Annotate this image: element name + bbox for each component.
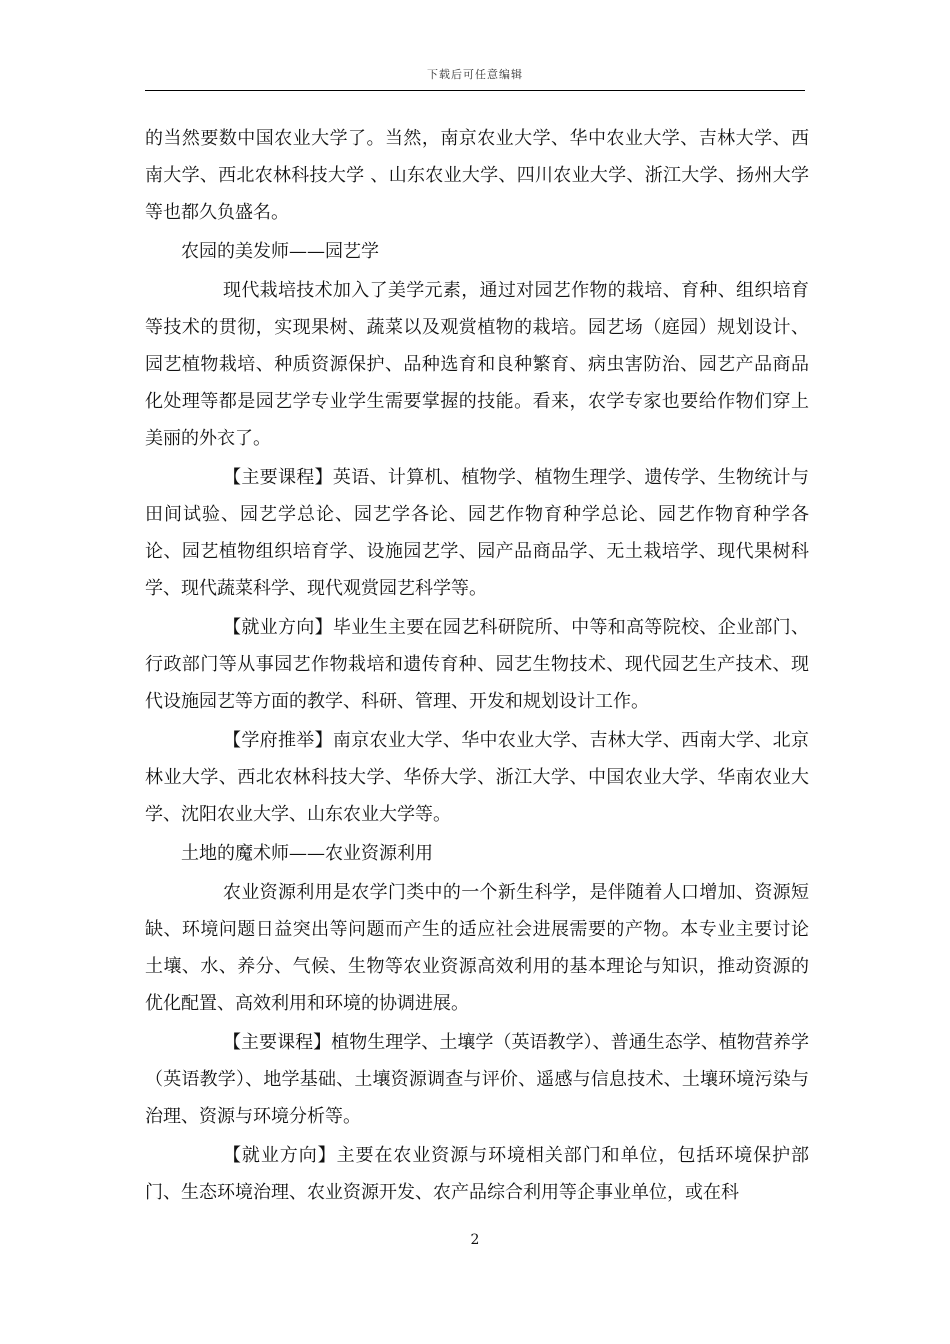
paragraph: 【主要课程】植物生理学、土壤学（英语教学）、普通生态学、植物营养学（英语教学）、地学基础、土壤资源调查与评价、遥感与信息技术、土壤环境污染与治理、资源与环境分析等。 bbox=[145, 1032, 809, 1127]
section-heading: 农园的美发师——园艺学 bbox=[181, 241, 379, 262]
paragraph: 现代栽培技术加入了美学元素，通过对园艺作物的栽培、育种、组织培育等技术的贯彻，实现果树、蔬菜以及观赏植物的栽培。园艺场（庭园）规划设计、园艺植物栽培、种质资源保护、品种选育和良种繁育、病虫害防治、园艺产品商品化处理等都是园艺学专业学生需要掌握的技能。看来，农学专家也要给作物们穿上美丽的外衣了。 bbox=[145, 280, 809, 449]
paragraph: 【主要课程】英语、计算机、植物学、植物生理学、遗传学、生物统计与田间试验、园艺学总论、园艺学各论、园艺作物育种学总论、园艺作物育种学各论、园艺植物组织培育学、设施园艺学、园产品商品学、无土栽培学、现代果树科学、现代蔬菜科学、现代观赏园艺科学等。 bbox=[145, 467, 809, 599]
section-heading: 土地的魔术师——农业资源利用 bbox=[181, 843, 433, 864]
header-divider bbox=[145, 90, 805, 91]
page-number: 2 bbox=[470, 1232, 480, 1248]
paragraph: 的当然要数中国农业大学了。当然，南京农业大学、华中农业大学、吉林大学、西南大学、西北农林科技大学 、山东农业大学、四川农业大学、浙江大学、扬州大学等也都久负盛名。 bbox=[145, 128, 809, 223]
paragraph: 【就业方向】主要在农业资源与环境相关部门和单位，包括环境保护部门、生态环境治理、农业资源开发、农产品综合利用等企事业单位，或在科 bbox=[145, 1145, 809, 1203]
paragraph: 【学府推举】南京农业大学、华中农业大学、吉林大学、西南大学、北京林业大学、西北农林科技大学、华侨大学、浙江大学、中国农业大学、华南农业大学、沈阳农业大学、山东农业大学等。 bbox=[145, 730, 809, 825]
paragraph: 农业资源利用是农学门类中的一个新生科学，是伴随着人口增加、资源短缺、环境问题日益突出等问题而产生的适应社会进展需要的产物。本专业主要讨论土壤、水、养分、气候、生物等农业资源高效利用的基本理论与知识，推动资源的优化配置、高效利用和环境的协调进展。 bbox=[145, 882, 809, 1014]
body-text bbox=[145, 120, 809, 1213]
paragraph: 【就业方向】毕业生主要在园艺科研院所、中等和高等院校、企业部门、行政部门等从事园艺作物栽培和遗传育种、园艺生物技术、现代园艺生产技术、现代设施园艺等方面的教学、科研、管理、开发和规划设计工作。 bbox=[145, 617, 809, 712]
page-header: 下载后可任意编辑 bbox=[427, 68, 523, 81]
